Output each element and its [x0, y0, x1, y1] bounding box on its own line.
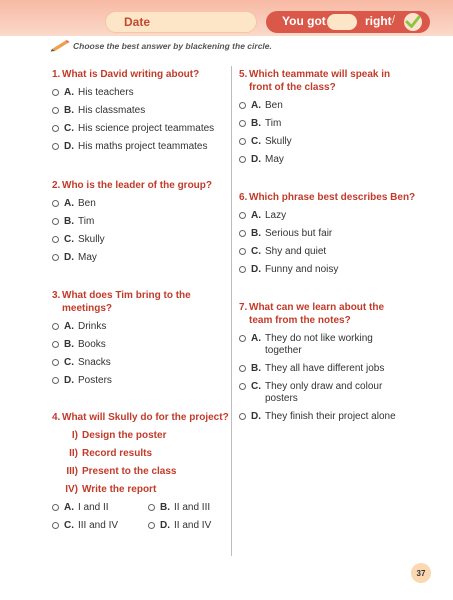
option-d[interactable]: D. Funny and noisy [239, 264, 419, 276]
score-slash: / [392, 14, 396, 26]
answer-circle[interactable] [239, 120, 246, 127]
answer-circle[interactable] [239, 138, 246, 145]
checkmark-icon [403, 12, 423, 32]
question-5 [239, 68, 409, 166]
answer-circle[interactable] [52, 254, 59, 261]
answer-circle[interactable] [52, 377, 59, 384]
answer-circle[interactable] [239, 156, 246, 163]
question-text: Who is the leader of the group? [62, 180, 212, 191]
question-number: 2. [52, 180, 61, 191]
options-grid [52, 496, 230, 532]
answer-circle[interactable] [239, 335, 246, 342]
option-b[interactable]: B. Serious but fair [239, 228, 419, 240]
score-input[interactable] [327, 14, 357, 30]
option-c[interactable]: C. Shy and quiet [239, 246, 419, 258]
question-text: What does Tim bring to the meetings? [62, 290, 191, 314]
date-label: Date [124, 15, 151, 29]
option-d[interactable]: D. His maths project teammates [52, 141, 228, 153]
answer-circle[interactable] [52, 522, 59, 529]
option-c[interactable]: C. Skully [239, 136, 409, 148]
question-4 [52, 411, 230, 532]
answer-circle[interactable] [52, 341, 59, 348]
question-number: 4. [52, 412, 61, 423]
question-7 [239, 301, 409, 423]
question-text: What can we learn about the team from the notes? [249, 302, 385, 326]
instruction-row [50, 39, 272, 53]
answer-circle[interactable] [52, 218, 59, 225]
question-number: 6. [239, 192, 248, 203]
option-d[interactable]: D. May [239, 154, 409, 166]
option-a[interactable]: A. They do not like working together [239, 333, 409, 357]
right-label: right [365, 14, 392, 28]
answer-circle[interactable] [52, 125, 59, 132]
option-d[interactable]: D. May [52, 252, 228, 264]
answer-circle[interactable] [239, 365, 246, 372]
answer-circle[interactable] [239, 248, 246, 255]
answer-circle[interactable] [52, 236, 59, 243]
answer-circle[interactable] [239, 212, 246, 219]
answer-circle[interactable] [239, 266, 246, 273]
option-c[interactable]: C. III and IV [52, 520, 148, 532]
option-c[interactable]: C. Skully [52, 234, 228, 246]
option-a[interactable]: A. Drinks [52, 321, 202, 333]
question-text: What will Skully do for the project? [62, 412, 229, 423]
question-6 [239, 191, 419, 276]
option-b[interactable]: B. Tim [52, 216, 228, 228]
question-text: Which phrase best describes Ben? [249, 192, 416, 203]
statement-3: III) Present to the class [66, 466, 177, 477]
option-a[interactable]: A. Lazy [239, 210, 419, 222]
score-banner [266, 11, 430, 33]
answer-circle[interactable] [52, 143, 59, 150]
question-3 [52, 289, 202, 387]
statement-4: IV) Write the report [65, 484, 157, 495]
option-a[interactable]: A. Ben [239, 100, 409, 112]
option-a[interactable]: A. I and II [52, 502, 148, 514]
question-1 [52, 68, 228, 153]
answer-circle[interactable] [52, 107, 59, 114]
question-number: 1. [52, 69, 61, 80]
option-a[interactable]: A. Ben [52, 198, 228, 210]
answer-circle[interactable] [239, 383, 246, 390]
option-b[interactable]: B. His classmates [52, 105, 228, 117]
answer-circle[interactable] [52, 504, 59, 511]
answer-circle[interactable] [52, 200, 59, 207]
question-text: Which teammate will speak in front of the class? [249, 69, 391, 93]
date-field[interactable] [105, 11, 257, 33]
option-b[interactable]: B. They all have different jobs [239, 363, 409, 375]
answer-circle[interactable] [52, 359, 59, 366]
question-2 [52, 179, 228, 264]
question-number: 7. [239, 302, 248, 313]
you-got-label: You got [282, 14, 326, 28]
option-b[interactable]: B. Tim [239, 118, 409, 130]
answer-circle[interactable] [239, 230, 246, 237]
statement-2: II) Record results [69, 448, 153, 459]
answer-circle[interactable] [148, 522, 155, 529]
option-b[interactable]: B. II and III [148, 502, 238, 514]
option-b[interactable]: B. Books [52, 339, 202, 351]
option-d[interactable]: D. II and IV [148, 520, 238, 532]
answer-circle[interactable] [239, 102, 246, 109]
page-number: 37 [411, 563, 431, 583]
column-divider [231, 66, 232, 556]
answer-circle[interactable] [52, 89, 59, 96]
header-band [0, 0, 453, 36]
option-c[interactable]: C. Snacks [52, 357, 202, 369]
option-a[interactable]: A. His teachers [52, 87, 228, 99]
option-d[interactable]: D. They finish their project alone [239, 411, 409, 423]
option-c[interactable]: C. His science project teammates [52, 123, 228, 135]
statement-1: I) Design the poster [71, 430, 167, 441]
answer-circle[interactable] [52, 323, 59, 330]
instruction-text: Choose the best answer by blackening the circle. [73, 41, 272, 51]
question-number: 5. [239, 69, 248, 80]
option-d[interactable]: D. Posters [52, 375, 202, 387]
option-c[interactable]: C. They only draw and colour posters [239, 381, 409, 405]
pencil-icon [50, 40, 70, 52]
answer-circle[interactable] [148, 504, 155, 511]
answer-circle[interactable] [239, 413, 246, 420]
question-number: 3. [52, 290, 61, 301]
question-text: What is David writing about? [62, 69, 200, 80]
